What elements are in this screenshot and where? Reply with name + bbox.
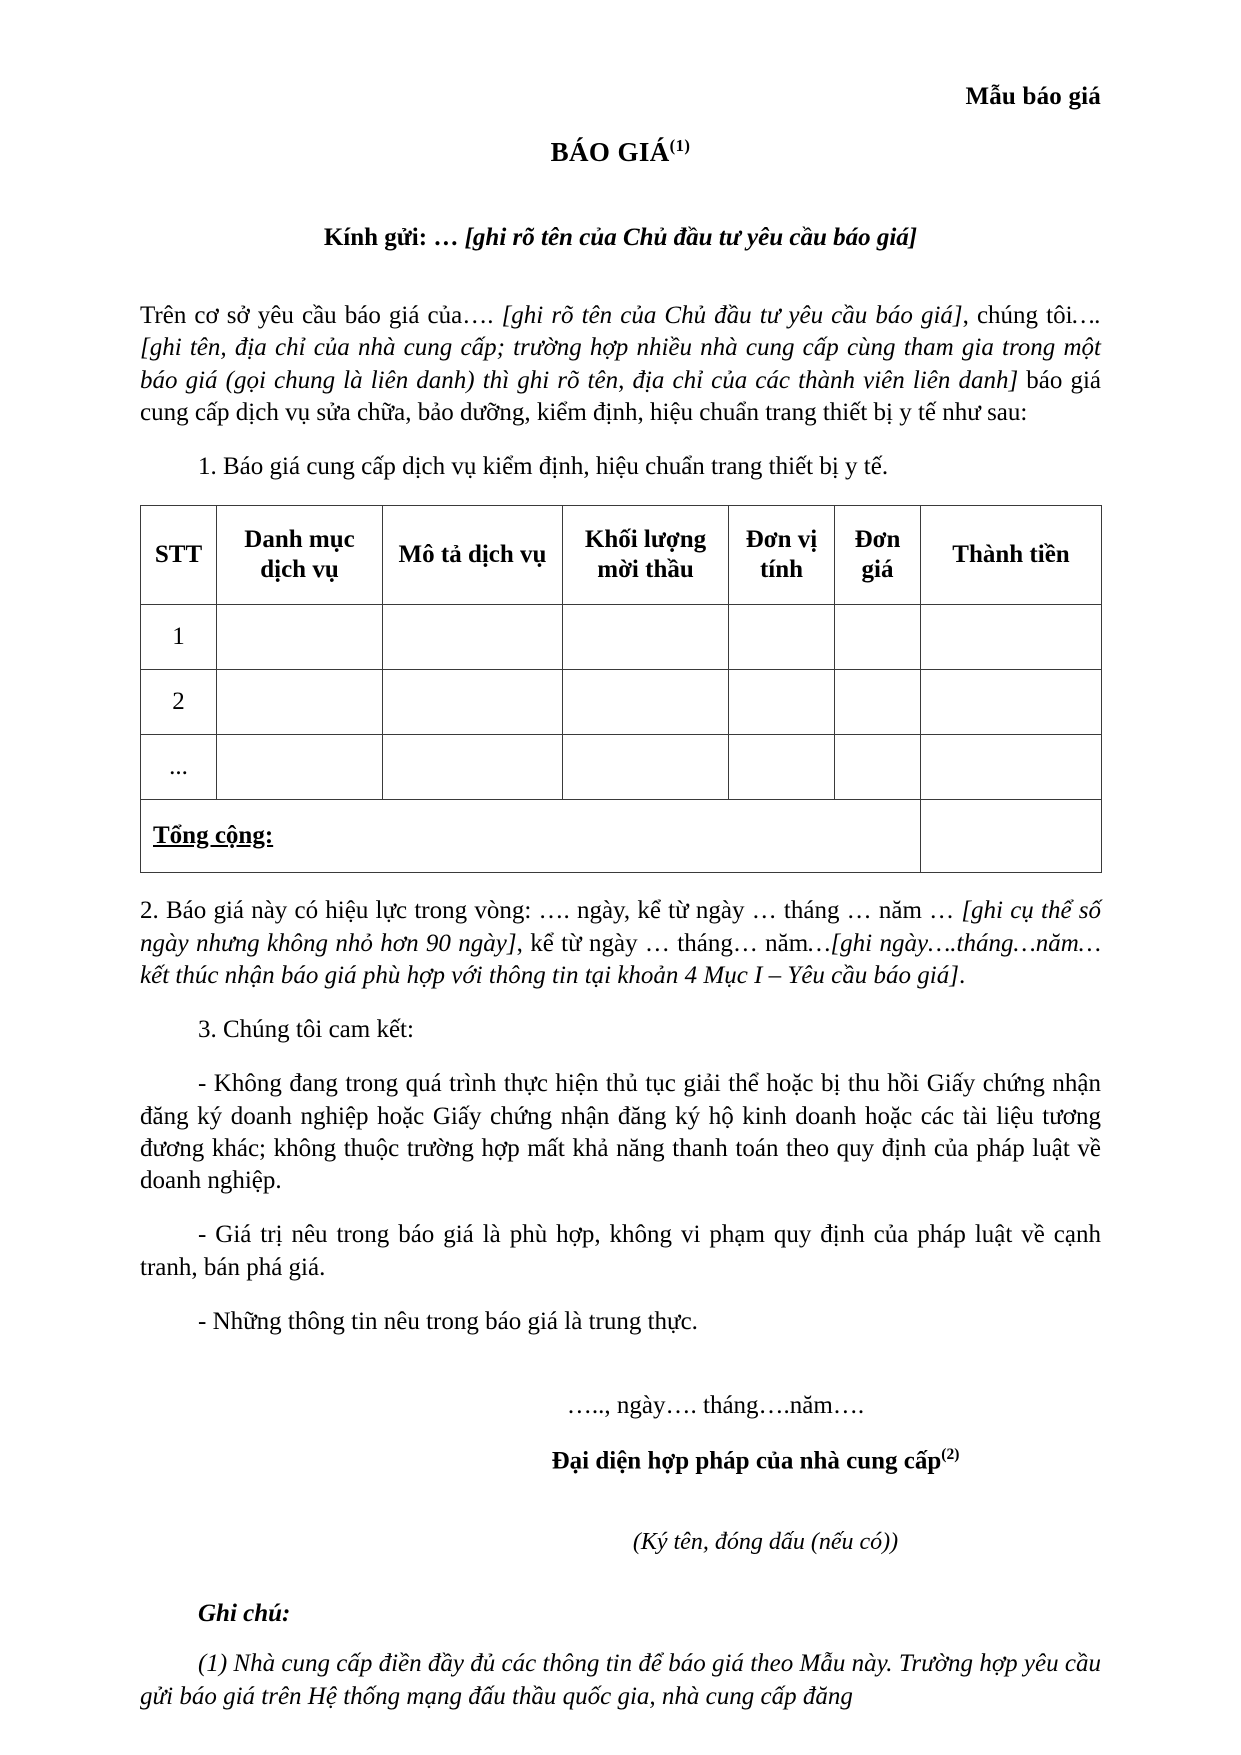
document-header-label: Mẫu báo giá [965,83,1101,110]
cell-unit-price[interactable] [835,605,921,670]
commitment-bullet-3: - Những thông tin nêu trong báo giá là trung thực. [198,1307,698,1335]
column-header-service-category: Danh mục dịch vụ [217,506,383,605]
addressee-line [140,224,1101,252]
row-index-cell: ... [141,735,217,800]
addressee-label: Kính gửi: … [323,224,465,251]
row-index-cell: 2 [141,670,217,735]
cell-service-category[interactable] [217,735,383,800]
cell-unit[interactable] [729,670,835,735]
total-amount-cell[interactable] [921,800,1102,873]
intro-paragraph [140,300,1101,429]
cell-unit[interactable] [729,605,835,670]
row-index-cell: 1 [141,605,217,670]
signature-title [140,1446,1101,1475]
quotation-table [140,505,1102,873]
column-header-bid-quantity: Khối lượng mời thầu [563,506,729,605]
note-item-1: (1) Nhà cung cấp điền đầy đủ các thông tin để báo giá theo Mẫu này. Trường hợp yêu cầu gửi báo giá trên Hệ thống mạng đấu thầu quốc gia, nhà cung cấp đăng [140,1650,1101,1710]
signature-title-text: Đại diện hợp pháp của nhà cung cấp [551,1447,942,1475]
cell-service-category[interactable] [217,605,383,670]
cell-amount[interactable] [921,670,1102,735]
table-header-row [141,506,1102,605]
notes-heading: Ghi chú: [198,1600,291,1628]
commitment-bullet-2: - Giá trị nêu trong báo giá là phù hợp, không vi phạm quy định của pháp luật về cạnh tranh, bán phá giá. [140,1221,1101,1281]
cell-bid-quantity[interactable] [563,605,729,670]
cell-unit-price[interactable] [835,670,921,735]
cell-bid-quantity[interactable] [563,670,729,735]
signature-date-line: ….., ngày…. tháng….năm…. [566,1392,865,1419]
cell-unit[interactable] [729,735,835,800]
page-title-footnote-marker: (1) [669,136,691,155]
column-header-unit: Đơn vị tính [729,506,835,605]
cell-service-description[interactable] [383,735,563,800]
section-2-part-1: 2. Báo giá này có hiệu lực trong vòng: …. ngày, kể từ ngày … tháng … năm … [140,897,962,925]
section-2-part-4-italic: …[ghi ngày….tháng…năm… kết thúc nhận báo giá phù hợp với thông tin tại khoản 4 Mục I – Yêu cầu báo giá] [140,929,1102,989]
section-3-heading: 3. Chúng tôi cam kết: [198,1016,414,1043]
section-2-part-2-italic: [ghi cụ thể số ngày nhưng không nhỏ hơn 90 ngày] [140,897,1101,957]
table-row [141,605,1102,670]
cell-amount[interactable] [921,605,1102,670]
cell-amount[interactable] [921,735,1102,800]
section-2-part-3: , kể từ ngày … tháng… năm [516,929,809,957]
cell-service-category[interactable] [217,670,383,735]
section-2-part-5: . [958,961,966,989]
page-title-text: BÁO GIÁ [550,137,670,167]
intro-part-5: báo giá cung cấp dịch vụ sửa chữa, bảo dưỡng, kiểm định, hiệu chuẩn trang thiết bị y tế như sau: [140,366,1101,426]
page-title [140,136,1101,168]
cell-unit-price[interactable] [835,735,921,800]
signature-instruction: (Ký tên, đóng dấu (nếu có)) [632,1529,899,1556]
cell-service-description[interactable] [383,670,563,735]
addressee-placeholder: [ghi rõ tên của Chủ đầu tư yêu cầu báo giá] [464,224,918,251]
table-total-row [141,800,1102,873]
intro-part-1: Trên cơ sở yêu cầu báo giá của…. [140,302,502,329]
cell-service-description[interactable] [383,605,563,670]
table-row [141,735,1102,800]
signature-footnote-marker: (2) [941,1446,960,1463]
column-header-stt: STT [141,506,217,605]
column-header-unit-price: Đơn giá [835,506,921,605]
total-label-cell [141,800,921,873]
column-header-amount: Thành tiền [921,506,1102,605]
cell-bid-quantity[interactable] [563,735,729,800]
intro-part-3: , chúng tôi [962,302,1073,329]
intro-part-2-italic: [ghi rõ tên của Chủ đầu tư yêu cầu báo giá] [501,302,963,329]
section-2-paragraph [140,895,1101,992]
section-1-heading: 1. Báo giá cung cấp dịch vụ kiểm định, hiệu chuẩn trang thiết bị y tế. [198,453,889,480]
intro-part-4-italic: ….[ghi tên, địa chỉ của nhà cung cấp; trường hợp nhiều nhà cung cấp cùng tham gia trong một báo giá (gọi chung là liên danh) thì ghi rõ tên, địa chỉ của các thành viên liên danh] [140,302,1102,394]
table-row [141,670,1102,735]
column-header-service-description: Mô tả dịch vụ [383,506,563,605]
total-label: Tổng cộng: [153,822,274,850]
commitment-bullet-1: - Không đang trong quá trình thực hiện thủ tục giải thể hoặc bị thu hồi Giấy chứng nhận đăng ký doanh nghiệp hoặc Giấy chứng nhận đăng ký hộ kinh doanh hoặc các tài liệu tương đương khác; không thuộc trường hợp mất khả năng thanh toán theo quy định của pháp luật về doanh nghiệp. [140,1070,1101,1194]
